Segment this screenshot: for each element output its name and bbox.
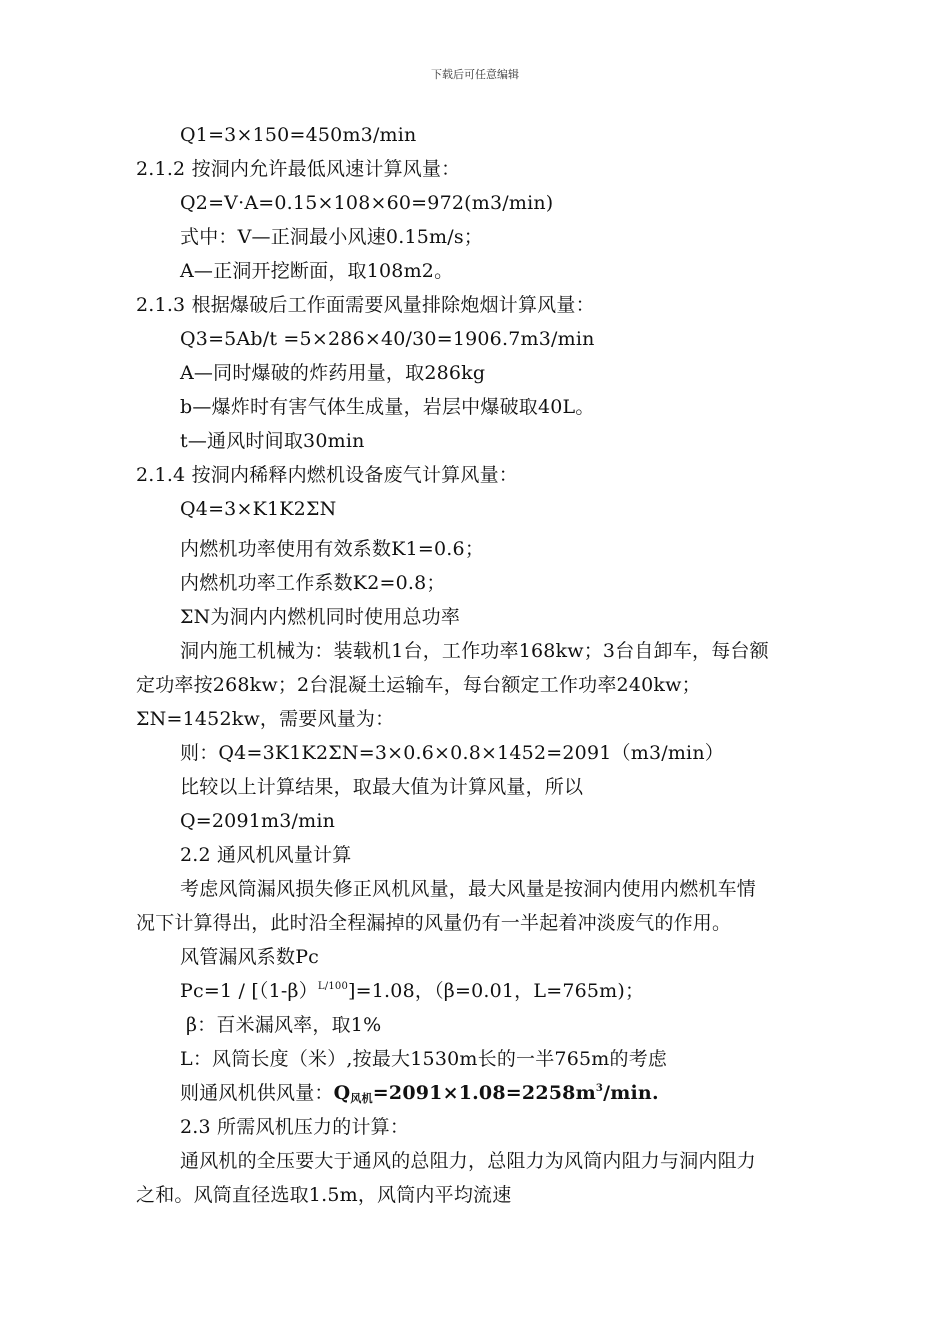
fan-supply-prefix: 则通风机供风量： — [180, 1082, 334, 1104]
definition-k1: 内燃机功率使用有效系数K1=0.6； — [180, 538, 485, 560]
machinery-paragraph-line-2: 定功率按268kw；2台混凝土运输车，每台额定工作功率240kw； — [136, 674, 701, 696]
definition-a-explosive: A—同时爆破的炸药用量，取286kg — [180, 362, 486, 384]
formula-pc-suffix: ]=1.08，（β=0.01，L=765m)； — [348, 980, 645, 1002]
formula-q2: Q2=V·A=0.15×108×60=972(m3/min) — [180, 192, 554, 214]
formula-q-final: Q=2091m3/min — [180, 810, 336, 832]
machinery-paragraph-line-3: ΣN=1452kw，需要风量为： — [136, 708, 395, 730]
formula-pc-exponent: L/100 — [317, 981, 349, 992]
definition-sum-n: ΣN为洞内内燃机同时使用总功率 — [180, 606, 461, 628]
formula-pc-prefix: Pc=1 / [（1-β） — [180, 980, 318, 1002]
section-2-2-heading: 2.2 通风机风量计算 — [180, 844, 352, 866]
definition-k2: 内燃机功率工作系数K2=0.8； — [180, 572, 446, 594]
definition-v: 式中：V—正洞最小风速0.15m/s； — [180, 226, 483, 248]
leakage-paragraph-line-1: 考虑风筒漏风损失修正风机风量，最大风量是按洞内使用内燃机车情 — [180, 878, 757, 900]
leakage-paragraph-line-2: 况下计算得出，此时沿全程漏掉的风量仍有一半起着冲淡废气的作用。 — [136, 912, 732, 934]
machinery-paragraph-line-1: 洞内施工机械为：装载机1台，工作功率168kw；3台自卸车，每台额 — [180, 640, 769, 662]
comparison-text: 比较以上计算结果，取最大值为计算风量，所以 — [180, 776, 584, 798]
definition-t: t—通风时间取30min — [180, 430, 365, 452]
definition-l: L：风筒长度（米）,按最大1530m长的一半765m的考虑 — [180, 1048, 668, 1070]
formula-pc — [0, 974, 950, 1008]
definition-beta: β：百米漏风率，取1% — [186, 1014, 382, 1036]
leakage-coefficient-label: 风管漏风系数Pc — [180, 946, 320, 968]
section-2-1-4-heading: 2.1.4 按洞内稀释内燃机设备废气计算风量： — [136, 464, 518, 486]
formula-q4: Q4=3×K1K2ΣN — [180, 498, 337, 520]
fan-supply-line — [0, 1076, 950, 1110]
fan-supply-tail: /min. — [603, 1082, 659, 1104]
fan-supply-q: Q — [333, 1082, 351, 1104]
document-body — [0, 118, 950, 1212]
section-2-3-heading: 2.3 所需风机压力的计算： — [180, 1116, 410, 1138]
pressure-paragraph-line-1: 通风机的全压要大于通风的总阻力，总阻力为风筒内阻力与洞内阻力 — [180, 1150, 757, 1172]
section-2-1-2-heading: 2.1.2 按洞内允许最低风速计算风量： — [136, 158, 461, 180]
definition-b: b—爆炸时有害气体生成量，岩层中爆破取40L。 — [180, 396, 595, 418]
formula-q3: Q3=5Ab/t =5×286×40/30=1906.7m3/min — [180, 328, 595, 350]
page-header: 下载后可任意编辑 — [431, 68, 519, 81]
fan-supply-unit-sup: 3 — [595, 1083, 604, 1094]
section-2-1-3-heading: 2.1.3 根据爆破后工作面需要风量排除炮烟计算风量： — [136, 294, 595, 316]
fan-supply-value: =2091×1.08=2258m — [372, 1082, 596, 1104]
fan-supply-q-sub: 风机 — [350, 1092, 373, 1105]
definition-a-area: A—正洞开挖断面，取108m2。 — [180, 260, 454, 282]
pressure-paragraph-line-2: 之和。风筒直径选取1.5m，风筒内平均流速 — [136, 1184, 512, 1206]
formula-q4-result: 则：Q4=3K1K2ΣN=3×0.6×0.8×1452=2091（m3/min） — [180, 742, 724, 764]
fan-supply-formula — [334, 1082, 659, 1104]
formula-q1: Q1=3×150=450m3/min — [180, 124, 417, 146]
